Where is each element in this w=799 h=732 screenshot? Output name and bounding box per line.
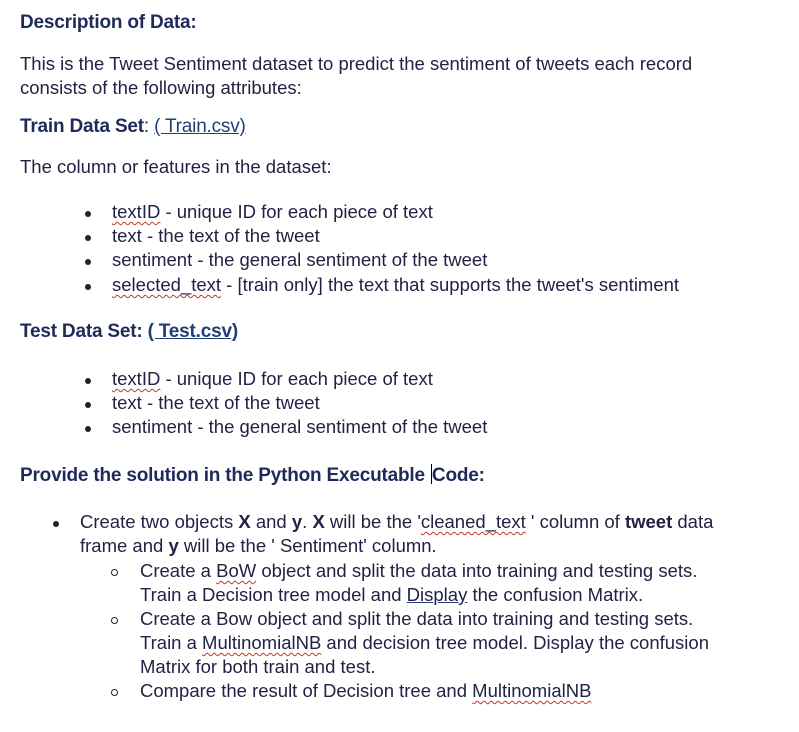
sub-item-2-line-3: Matrix for both train and test. (140, 656, 376, 677)
sub-text: Create a (140, 560, 217, 581)
task-text: will be the ' Sentiment' column. (178, 535, 437, 556)
list-item (112, 225, 320, 247)
train-colon: : (143, 116, 150, 137)
circle-bullet-icon (111, 569, 118, 576)
test-label: Test Data Set: (20, 321, 148, 342)
mnb-term: MultinomialNB (472, 680, 592, 701)
task-text: Create two objects (80, 511, 239, 532)
task-text: . (302, 511, 313, 532)
sub-item-1-line-2 (140, 584, 643, 606)
feature-name: text (112, 392, 142, 413)
solution-heading (20, 464, 485, 487)
train-dataset-heading (20, 116, 246, 138)
solution-heading-code: Code: (431, 465, 485, 486)
list-item (112, 416, 487, 438)
list-item (112, 368, 433, 390)
tweet-keyword: tweet (624, 511, 673, 532)
feature-desc: - the general sentiment of the tweet (192, 416, 488, 437)
sub-text: the confusion Matrix. (467, 584, 644, 605)
sub-text: Train a (140, 632, 203, 653)
feature-name: sentiment (112, 249, 193, 270)
sub-text: object and split the data into training and testing sets. (256, 560, 698, 581)
feature-desc: - unique ID for each piece of text (160, 368, 433, 389)
task-line-1 (80, 511, 713, 533)
train-label: Train Data Set (20, 116, 144, 137)
sub-item-3-line-1 (140, 680, 591, 702)
feature-name: sentiment (112, 416, 193, 437)
list-item (112, 201, 433, 223)
bullet-icon (85, 402, 91, 408)
test-csv-link[interactable]: ( Test.csv) (147, 321, 238, 342)
task-text: and (250, 511, 292, 532)
feature-desc: - [train only] the text that supports the tweet's sentiment (221, 274, 680, 295)
task-text: ' column of (525, 511, 625, 532)
bullet-icon (53, 521, 59, 527)
task-text: data (672, 511, 714, 532)
bullet-icon (85, 259, 91, 265)
list-item (112, 249, 487, 271)
sub-text: and decision tree model. Display the confusion (321, 632, 709, 653)
train-csv-link[interactable]: ( Train.csv) (154, 116, 246, 137)
list-item (112, 392, 320, 414)
bullet-icon (85, 426, 91, 432)
circle-bullet-icon (111, 617, 118, 624)
intro-line-1: This is the Tweet Sentiment dataset to predict the sentiment of tweets each record (20, 53, 693, 74)
columns-intro: The column or features in the dataset: (20, 156, 332, 177)
bullet-icon (85, 211, 91, 217)
circle-bullet-icon (111, 689, 118, 696)
feature-name: text (112, 225, 142, 246)
bullet-icon (85, 235, 91, 241)
feature-name: textID (112, 368, 161, 389)
feature-name: textID (112, 201, 161, 222)
feature-name: selected_text (112, 274, 222, 295)
sub-item-1-line-1 (140, 560, 697, 582)
sub-text: Compare the result of Decision tree and (140, 680, 473, 701)
var-x: X (238, 511, 251, 532)
column-name: cleaned_text (420, 511, 526, 532)
test-dataset-heading (20, 321, 238, 343)
sub-item-2-line-1: Create a Bow object and split the data into training and testing sets. (140, 608, 694, 629)
bow-term: BoW (216, 560, 257, 581)
var-x: X (312, 511, 325, 532)
display-term: Display (406, 584, 468, 605)
feature-desc: - unique ID for each piece of text (160, 201, 433, 222)
sub-text: Train a Decision tree model and (140, 584, 407, 605)
feature-desc: - the general sentiment of the tweet (192, 249, 488, 270)
bullet-icon (85, 378, 91, 384)
feature-desc: - the text of the tweet (141, 392, 320, 413)
description-heading: Description of Data: (20, 12, 197, 33)
solution-heading-text: Provide the solution in the Python Executable (20, 465, 430, 486)
feature-desc: - the text of the tweet (141, 225, 320, 246)
task-line-2 (80, 535, 437, 557)
task-text: frame and (80, 535, 169, 556)
mnb-term: MultinomialNB (202, 632, 322, 653)
task-text: will be the ' (324, 511, 421, 532)
bullet-icon (85, 284, 91, 290)
sub-item-2-line-2 (140, 632, 709, 654)
list-item (112, 274, 679, 296)
intro-line-2: consists of the following attributes: (20, 77, 302, 98)
var-y: y (168, 535, 179, 556)
var-y: y (291, 511, 303, 532)
